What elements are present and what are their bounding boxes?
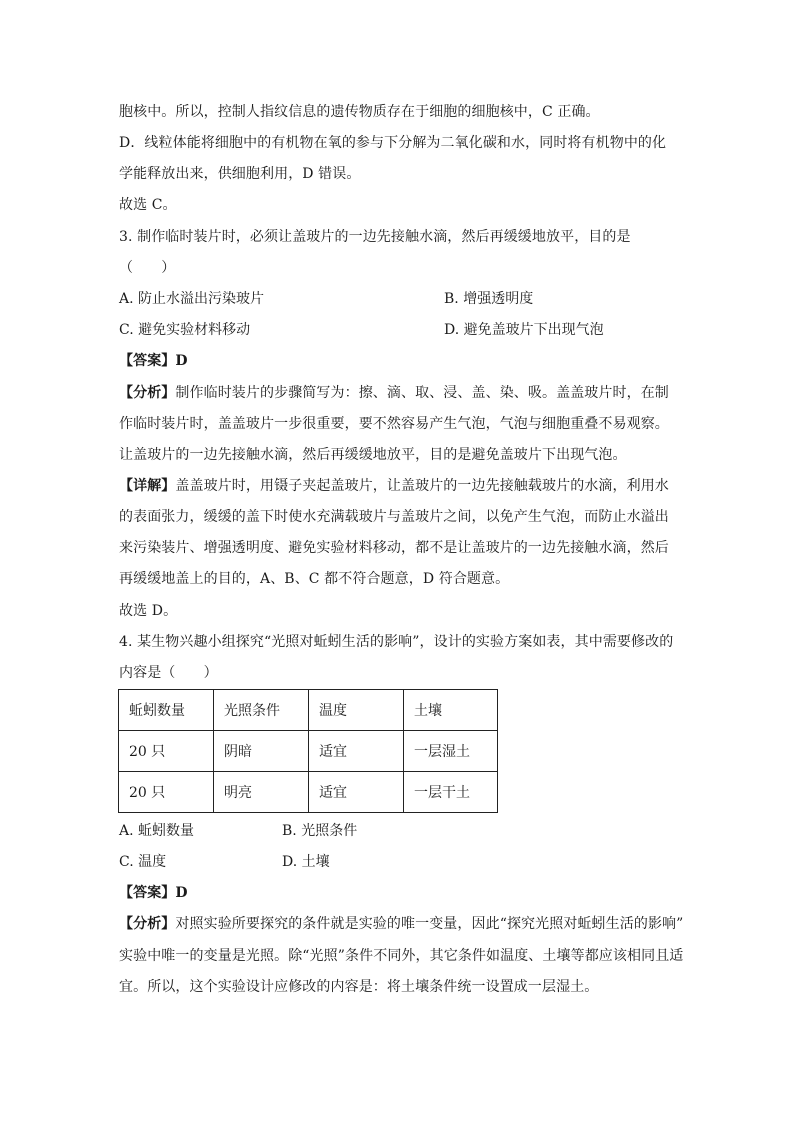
question-4-analysis-line: [119, 914, 683, 934]
question-4-analysis-line: 宜。所以，这个实验设计应修改的内容是：将土壤条件统一设置成一层湿土。: [119, 979, 599, 995]
table-row: [119, 772, 498, 813]
question-3-analysis-line: 让盖玻片的一边先接触水滴，然后再缓缓地放平，目的是避免盖玻片下出现气泡。: [119, 447, 627, 463]
text-line: D．线粒体能将细胞中的有机物在氧的参与下分解为二氧化碳和水，同时将有机物中的化: [119, 135, 667, 151]
table-header-row: [119, 690, 498, 731]
question-4-option-c: C. 温度: [119, 854, 167, 870]
question-3-conclusion: 故选 D。: [119, 603, 178, 619]
question-4-answer: 【答案】D: [119, 885, 188, 901]
text-line: 学能释放出来，供细胞利用，D 错误。: [119, 166, 361, 182]
question-3-stem: 3. 制作临时装片时，必须让盖玻片的一边先接触水滴，然后再缓缓地放平，目的是: [119, 229, 631, 245]
table-cell: 20 只: [119, 731, 214, 772]
question-3-option-c: C. 避免实验材料移动: [119, 322, 251, 338]
question-3-detail-line: [119, 476, 669, 496]
analysis-tag: 【分析】: [119, 385, 176, 401]
question-4-option-b: B. 光照条件: [282, 823, 358, 839]
table-header-cell: 蚯蚓数量: [119, 690, 214, 731]
question-3-option-a: A. 防止水溢出污染玻片: [119, 291, 265, 307]
table-header-cell: 温度: [309, 690, 404, 731]
table-cell: 一层湿土: [404, 731, 498, 772]
table-header-cell: 光照条件: [214, 690, 309, 731]
question-3-option-d: D. 避免盖玻片下出现气泡: [444, 322, 604, 338]
analysis-text: 对照实验所要探究的条件就是实验的唯一变量，因此“探究光照对蚯蚓生活的影响”: [175, 916, 684, 932]
question-4-stem: 4. 某生物兴趣小组探究“光照对蚯蚓生活的影响”，设计的实验方案如表，其中需要修改的: [119, 634, 674, 650]
analysis-tag: 【分析】: [119, 916, 176, 932]
table-header-cell: 土壤: [404, 690, 498, 731]
question-3-analysis-line: [119, 383, 669, 403]
question-3-detail-line: 的表面张力，缓缓的盖下时使水充满载玻片与盖玻片之间，以免产生气泡，而防止水溢出: [119, 509, 669, 525]
table-cell: 一层干土: [404, 772, 498, 813]
question-3-detail-line: 再缓缓地盖上的目的，A、B、C 都不符合题意，D 符合题意。: [119, 571, 510, 587]
table-row: [119, 731, 498, 772]
table-cell: 适宜: [309, 731, 404, 772]
question-3-detail-line: 来污染装片、增强透明度、避免实验材料移动，都不是让盖玻片的一边先接触水滴，然后: [119, 540, 669, 556]
question-4-option-d: D. 土壤: [282, 854, 330, 870]
question-4-option-a: A. 蚯蚓数量: [119, 823, 195, 839]
question-4-analysis-line: 实验中唯一的变量是光照。除“光照”条件不同外，其它条件如温度、土壤等都应该相同且适: [119, 948, 684, 964]
experiment-table: [118, 689, 498, 813]
table-cell: 阴暗: [214, 731, 309, 772]
table-cell: 明亮: [214, 772, 309, 813]
detail-text: 盖盖玻片时，用镊子夹起盖玻片，让盖玻片的一边先接触载玻片的水滴，利用水: [175, 478, 669, 494]
detail-tag: 【详解】: [119, 478, 176, 494]
analysis-text: 制作临时装片的步骤简写为：擦、滴、取、浸、盖、染、吸。盖盖玻片时，在制: [175, 385, 669, 401]
table-cell: 20 只: [119, 772, 214, 813]
text-line: 故选 C。: [119, 197, 177, 213]
question-3-answer: 【答案】D: [119, 353, 188, 369]
text-line: 胞核中。所以，控制人指纹信息的遗传物质存在于细胞的细胞核中，C 正确。: [119, 104, 600, 120]
table-cell: 适宜: [309, 772, 404, 813]
question-3-analysis-line: 作临时装片时，盖盖玻片一步很重要，要不然容易产生气泡，气泡与细胞重叠不易观察。: [119, 416, 669, 432]
question-3-blank: （ ）: [119, 260, 176, 276]
question-4-stem: 内容是（ ）: [119, 665, 218, 681]
question-3-option-b: B. 增强透明度: [444, 291, 534, 307]
